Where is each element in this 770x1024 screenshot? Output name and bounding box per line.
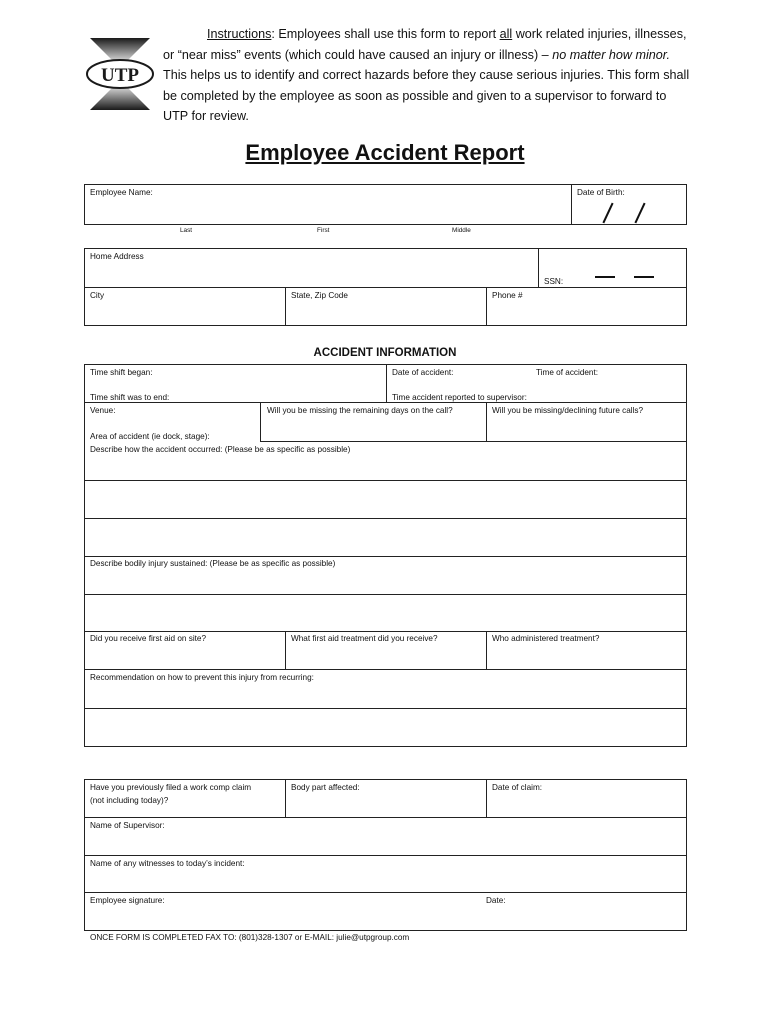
ssn-dash-1: [595, 276, 615, 278]
fax-email-footer: ONCE FORM IS COMPLETED FAX TO: (801)328-1307 or E-MAIL: julie@utpgroup.com: [90, 933, 410, 942]
date-of-accident-label: Date of accident:: [392, 368, 454, 377]
supervisor-label: Name of Supervisor:: [90, 821, 165, 830]
instructions-text-1: : Employees shall use this form to report: [271, 27, 500, 41]
time-reported-label: Time accident reported to supervisor:: [392, 393, 527, 402]
time-shift-began-label: Time shift began:: [90, 368, 153, 377]
page-title: Employee Accident Report: [245, 140, 525, 165]
first-aid-treatment-label: What first aid treatment did you receive?: [291, 634, 438, 643]
recommendation-label: Recommendation on how to prevent this injury from recurring:: [90, 673, 314, 682]
last-name-label: Last: [180, 227, 193, 234]
previous-claim-label-1: Have you previously filed a work comp claim: [90, 783, 252, 792]
date-of-claim-label: Date of claim:: [492, 783, 543, 792]
missing-future-label: Will you be missing/declining future calls?: [492, 406, 644, 415]
witnesses-label: Name of any witnesses to today’s incident:: [90, 859, 245, 868]
date-of-birth-label: Date of Birth:: [577, 188, 625, 197]
describe-accident-label: Describe how the accident occurred: (Please be as specific as possible): [90, 445, 351, 454]
instructions-text-3: This helps us to identify and correct hazards before they cause serious injuries. This form shall be completed by the employee as soon as possible and given to a supervisor to forward to UTP for review.: [163, 68, 690, 124]
accident-information-heading: ACCIDENT INFORMATION: [313, 347, 457, 359]
area-of-accident-label: Area of accident (ie dock, stage):: [90, 432, 210, 441]
ssn-label: SSN:: [544, 277, 564, 286]
home-address-label: Home Address: [90, 252, 144, 261]
missing-remaining-label: Will you be missing the remaining days on the call?: [267, 406, 453, 415]
logo-text: UTP: [101, 65, 139, 86]
phone-label: Phone #: [492, 291, 523, 300]
previous-claim-label-2: (not including today)?: [90, 796, 169, 805]
who-administered-label: Who administered treatment?: [492, 634, 600, 643]
city-label: City: [90, 291, 105, 300]
instructions-italic: no matter how minor.: [552, 47, 671, 62]
time-of-accident-label: Time of accident:: [536, 368, 599, 377]
state-zip-label: State, Zip Code: [291, 291, 348, 300]
employee-name-label: Employee Name:: [90, 188, 153, 197]
body-part-label: Body part affected:: [291, 783, 360, 792]
instructions-label: Instructions: [207, 27, 272, 41]
first-aid-label: Did you receive first aid on site?: [90, 634, 207, 643]
signature-date-label: Date:: [486, 896, 506, 905]
instructions-text-2: work related injuries, illnesses, or “near miss” events (which could have caused an injury or illness) –: [163, 27, 687, 62]
instructions-all: all: [499, 27, 513, 41]
employee-signature-label: Employee signature:: [90, 896, 165, 905]
time-shift-end-label: Time shift was to end:: [90, 393, 170, 402]
venue-label: Venue:: [90, 406, 116, 415]
middle-name-label: Middle: [452, 227, 471, 234]
ssn-dash-2: [634, 276, 654, 278]
utp-logo: [84, 38, 156, 110]
describe-injury-label: Describe bodily injury sustained: (Please be as specific as possible): [90, 559, 336, 568]
first-name-label: First: [317, 227, 330, 234]
instructions-paragraph: [163, 24, 693, 127]
utp-logo-graphic: [84, 38, 156, 110]
